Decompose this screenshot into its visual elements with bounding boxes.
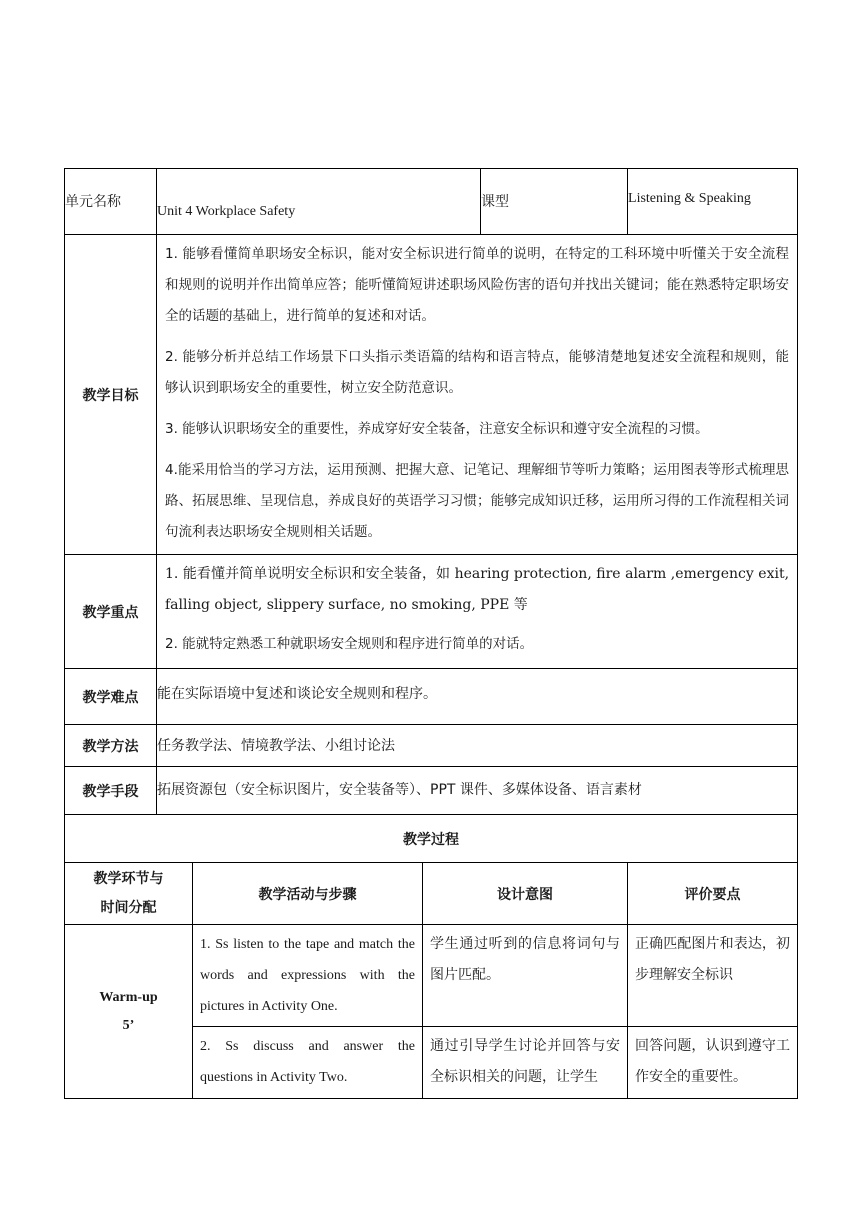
activity-cell: 1. Ss listen to the tape and match the words and expressions with the pictures in Activity One.	[193, 925, 423, 1027]
key-points-content	[157, 555, 798, 669]
stage-header	[65, 863, 193, 925]
objectives-content	[157, 235, 798, 555]
process-row	[65, 925, 798, 1027]
intent-header: 设计意图	[423, 863, 628, 925]
lesson-plan-table	[64, 168, 798, 1099]
type-value: Listening & Speaking	[628, 169, 798, 235]
process-title-row	[65, 815, 798, 863]
difficulty-label: 教学难点	[65, 669, 157, 725]
stage-name: Warm-up	[99, 989, 158, 1005]
objective-item: 1. 能够看懂简单职场安全标识，能对安全标识进行简单的说明，在特定的工科环境中听懂关于安全流程和规则的说明并作出简单应答；能听懂简短讲述职场风险伤害的语句并找出关键词；能在熟悉特定职场安全的话题的基础上，进行简单的复述和对话。	[165, 246, 790, 324]
unit-row	[65, 169, 798, 235]
evaluation-cell: 回答问题，认识到遵守工作安全的重要性。	[628, 1027, 798, 1099]
type-label: 课型	[481, 169, 628, 235]
unit-value: Unit 4 Workplace Safety	[157, 169, 481, 235]
key-point-item: 2. 能就特定熟悉工种就职场安全规则和程序进行简单的对话。	[165, 636, 534, 652]
key-points-row	[65, 555, 798, 669]
difficulty-value: 能在实际语境中复述和谈论安全规则和程序。	[157, 669, 798, 725]
intent-cell: 通过引导学生讨论并回答与安全标识相关的问题，让学生	[423, 1027, 628, 1099]
activity-cell: 2. Ss discuss and answer the questions in Activity Two.	[193, 1027, 423, 1099]
unit-label: 单元名称	[65, 169, 157, 235]
stage-header-line1: 教学环节与	[93, 870, 164, 887]
stage-cell	[65, 925, 193, 1099]
means-value: 拓展资源包（安全标识图片，安全装备等）、PPT 课件、多媒体设备、语言素材	[157, 767, 798, 815]
process-title: 教学过程	[65, 815, 798, 863]
methods-label: 教学方法	[65, 725, 157, 767]
objectives-row	[65, 235, 798, 555]
objective-item: 3. 能够认识职场安全的重要性，养成穿好安全装备，注意安全标识和遵守安全流程的习惯。	[165, 421, 709, 437]
stage-header-line2: 时间分配	[100, 899, 157, 916]
evaluation-cell: 正确匹配图片和表达，初步理解安全标识	[628, 925, 798, 1027]
process-header-row	[65, 863, 798, 925]
methods-value: 任务教学法、情境教学法、小组讨论法	[157, 725, 798, 767]
evaluation-header: 评价要点	[628, 863, 798, 925]
key-point-item: 1. 能看懂并简单说明安全标识和安全装备，如 hearing protection, fire alarm ,emergency exit, falling object, slippery surface, no smoking, PPE 等	[165, 566, 790, 613]
difficulty-row	[65, 669, 798, 725]
means-label: 教学手段	[65, 767, 157, 815]
intent-cell: 学生通过听到的信息将词句与图片匹配。	[423, 925, 628, 1027]
objective-item: 4.能采用恰当的学习方法，运用预测、把握大意、记笔记、理解细节等听力策略；运用图表等形式梳理思路、拓展思维、呈现信息，养成良好的英语学习习惯；能够完成知识迁移，运用所习得的工作流程相关词句流利表达职场安全规则相关话题。	[165, 462, 790, 540]
activity-header: 教学活动与步骤	[193, 863, 423, 925]
stage-time: 5’	[122, 1017, 135, 1033]
means-row	[65, 767, 798, 815]
objectives-label: 教学目标	[65, 235, 157, 555]
methods-row	[65, 725, 798, 767]
objective-item: 2. 能够分析并总结工作场景下口头指示类语篇的结构和语言特点，能够清楚地复述安全流程和规则，能够认识到职场安全的重要性，树立安全防范意识。	[165, 349, 790, 396]
key-points-label: 教学重点	[65, 555, 157, 669]
